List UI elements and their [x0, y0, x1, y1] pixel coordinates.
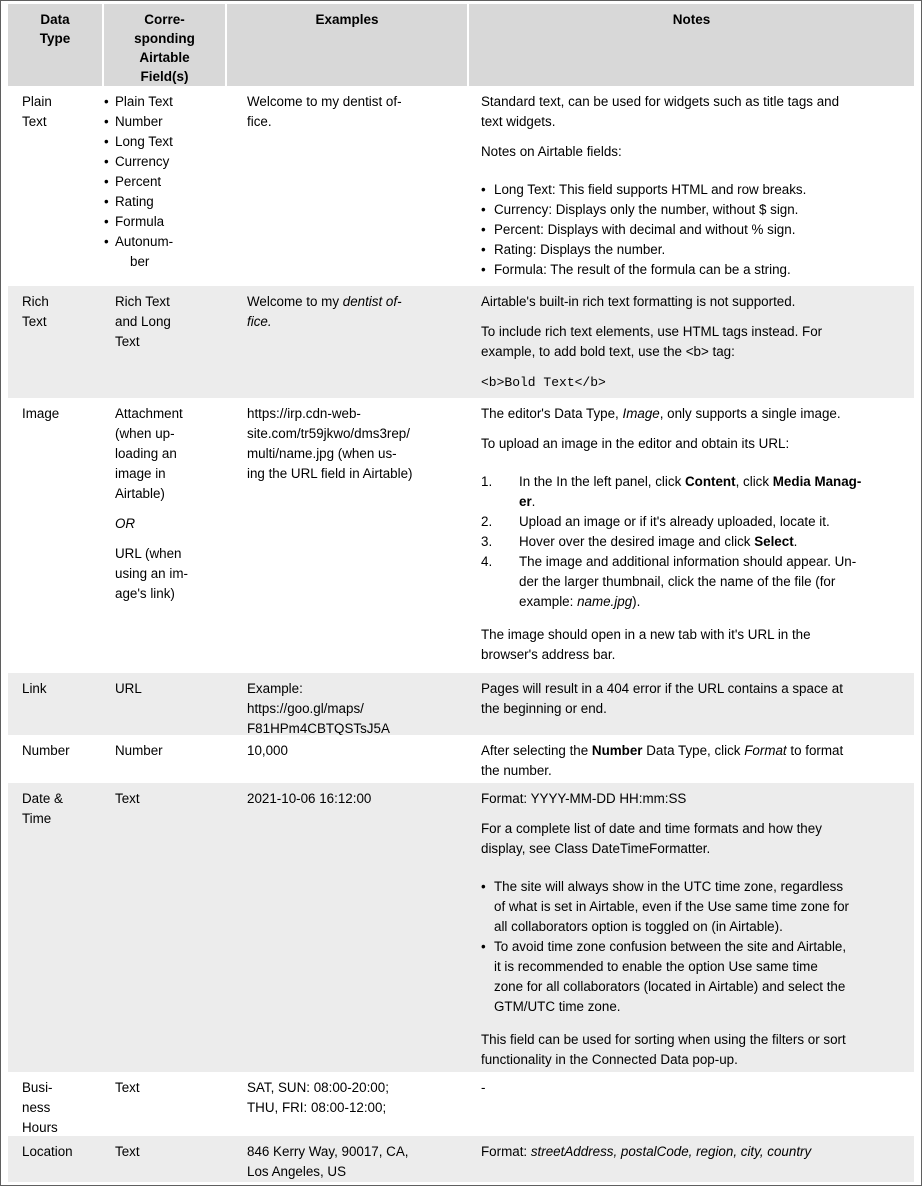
table-row-plain-text	[8, 86, 914, 286]
text-run: Link	[22, 681, 47, 696]
cell-date-time-data-type	[8, 783, 103, 1072]
list-item	[481, 200, 906, 220]
text-run: Example: https://goo.gl/maps/ F81HPm4CBTQSTsJ5A	[247, 681, 390, 735]
cell-plain-text-examples	[226, 86, 468, 286]
cell-location-data-type	[8, 1136, 103, 1182]
text-run: Text	[115, 1144, 140, 1159]
data-types-table	[8, 4, 914, 1182]
text-run: Airtable's built-in rich text formatting is not supported.	[481, 294, 796, 309]
text-run: Percent: Displays with decimal and without % sign.	[494, 222, 796, 237]
text-run: Plain Text	[22, 94, 52, 129]
cell-image-examples	[226, 398, 468, 673]
paragraph	[481, 789, 906, 809]
cell-content	[468, 735, 914, 783]
paragraph	[247, 1078, 462, 1118]
text-run: Hover over the desired image and click	[519, 534, 755, 549]
paragraph	[22, 1142, 99, 1162]
cell-image-airtable-fields	[103, 398, 226, 673]
text-run: Rating	[115, 194, 154, 209]
list-item	[115, 172, 223, 192]
cell-number-examples	[226, 735, 468, 783]
text-run: Content	[685, 474, 736, 489]
text-run: Formula: The result of the formula can be a string.	[494, 262, 791, 277]
paragraph	[481, 625, 906, 665]
paragraph	[22, 1078, 99, 1136]
paragraph	[115, 1078, 223, 1098]
bullet-list	[481, 180, 906, 280]
paragraph	[481, 1142, 906, 1162]
table-row-location	[8, 1136, 914, 1182]
cell-location-airtable-fields	[103, 1136, 226, 1182]
list-item	[481, 512, 906, 532]
cell-content	[226, 398, 468, 673]
cell-date-time-notes	[468, 783, 914, 1072]
text-run: Notes on Airtable fields:	[481, 144, 622, 159]
cell-content	[468, 1072, 914, 1136]
text-run: In the In the left panel, click	[519, 474, 685, 489]
list-item	[481, 472, 906, 512]
text-run: -	[481, 1080, 486, 1095]
text-run: Percent	[115, 174, 162, 189]
cell-content	[468, 398, 914, 673]
cell-number-airtable-fields	[103, 735, 226, 783]
cell-content	[8, 673, 103, 735]
paragraph	[247, 1142, 462, 1182]
bullet-list	[115, 92, 223, 272]
cell-rich-text-airtable-fields	[103, 286, 226, 398]
list-item	[115, 92, 223, 112]
paragraph	[22, 789, 99, 829]
column-header-label: Corre- sponding Airtable Field(s)	[134, 12, 195, 84]
cell-plain-text-data-type	[8, 86, 103, 286]
text-run: Media Manag- er	[519, 474, 862, 509]
cell-content	[103, 1072, 226, 1136]
text-run: Date & Time	[22, 791, 63, 826]
text-run: Pages will result in a 404 error if the URL contains a space at the beginning or end.	[481, 681, 843, 716]
cell-plain-text-airtable-fields	[103, 86, 226, 286]
paragraph	[115, 789, 223, 809]
text-run: streetAddress, postalCode, region, city, country	[530, 1144, 812, 1159]
paragraph	[481, 679, 906, 719]
text-run: Select	[754, 534, 794, 549]
table-body	[8, 86, 914, 1182]
text-run: ).	[632, 594, 641, 609]
paragraph	[115, 544, 223, 604]
text-run: Format: YYYY-MM-DD HH:mm:SS	[481, 791, 687, 806]
table-header-row	[8, 4, 914, 86]
cell-content	[8, 286, 103, 398]
paragraph	[481, 819, 906, 859]
list-item	[115, 212, 223, 232]
text-run: Rich Text	[22, 294, 49, 329]
paragraph	[247, 292, 462, 332]
text-run: Number	[22, 743, 70, 758]
paragraph	[115, 292, 223, 352]
column-header-airtable-fields	[103, 4, 226, 86]
column-header-label: Examples	[315, 12, 379, 27]
list-item	[481, 877, 906, 937]
cell-date-time-airtable-fields	[103, 783, 226, 1072]
text-run: Data Type, click	[642, 743, 745, 758]
text-run: Text	[115, 791, 140, 806]
text-run: The editor's Data Type,	[481, 406, 623, 421]
list-item	[481, 937, 906, 1017]
text-run: The image should open in a new tab with it's URL in the browser's address bar.	[481, 627, 811, 662]
text-run: To include rich text elements, use HTML tags instead. For example, to add bold text, use the <b> tag:	[481, 324, 823, 359]
list-item	[115, 132, 223, 152]
text-run: Rating: Displays the number.	[494, 242, 666, 257]
cell-content	[103, 673, 226, 735]
list-item	[481, 240, 906, 260]
text-run: Format:	[481, 1144, 531, 1159]
paragraph	[481, 1078, 906, 1098]
bullet-list	[481, 877, 906, 1017]
text-run: 10,000	[247, 743, 288, 758]
text-run: Long Text	[115, 134, 173, 149]
paragraph	[22, 404, 99, 424]
text-run: Rich Text and Long Text	[115, 294, 171, 349]
cell-content	[226, 286, 468, 398]
text-run: Currency	[115, 154, 170, 169]
table-header	[8, 4, 914, 86]
table-row-link	[8, 673, 914, 735]
column-header-examples	[226, 4, 468, 86]
paragraph	[481, 434, 906, 454]
cell-content	[103, 735, 226, 783]
cell-business-hours-data-type	[8, 1072, 103, 1136]
list-item	[481, 220, 906, 240]
text-run: To upload an image in the editor and obtain its URL:	[481, 436, 790, 451]
cell-rich-text-data-type	[8, 286, 103, 398]
text-run: URL (when using an im- age's link)	[115, 546, 188, 601]
cell-content	[103, 1136, 226, 1182]
paragraph	[481, 292, 906, 312]
cell-content	[468, 673, 914, 735]
cell-content	[103, 286, 226, 398]
cell-number-data-type	[8, 735, 103, 783]
text-run: After selecting the	[481, 743, 592, 758]
cell-business-hours-examples	[226, 1072, 468, 1136]
cell-content	[8, 735, 103, 783]
cell-content	[226, 735, 468, 783]
list-item	[115, 112, 223, 132]
text-run: Plain Text	[115, 94, 173, 109]
cell-location-notes	[468, 1136, 914, 1182]
text-run: Upload an image or if it's already uploaded, locate it.	[519, 514, 830, 529]
text-run: , only supports a single image.	[659, 406, 841, 421]
list-item	[481, 532, 906, 552]
cell-content	[468, 286, 914, 398]
code-block	[481, 372, 906, 393]
text-run: This field can be used for sorting when using the filters or sort functionality in the Connected Data pop-up.	[481, 1032, 846, 1067]
cell-image-data-type	[8, 398, 103, 673]
text-run: Autonum- ber	[115, 234, 174, 269]
cell-content	[8, 1072, 103, 1136]
cell-content	[468, 783, 914, 1072]
cell-date-time-examples	[226, 783, 468, 1072]
text-run: Attachment (when up- loading an image in Airtable)	[115, 406, 183, 501]
text-run: Location	[22, 1144, 73, 1159]
cell-plain-text-notes	[468, 86, 914, 286]
text-run: 2021-10-06 16:12:00	[247, 791, 372, 806]
paragraph	[481, 741, 906, 781]
cell-business-hours-airtable-fields	[103, 1072, 226, 1136]
cell-content	[468, 86, 914, 286]
table-row-date-time	[8, 783, 914, 1072]
cell-content	[103, 398, 226, 673]
paragraph	[247, 92, 462, 132]
text-run: name.jpg	[577, 594, 633, 609]
cell-link-examples	[226, 673, 468, 735]
table-row-rich-text	[8, 286, 914, 398]
cell-number-notes	[468, 735, 914, 783]
text-run: Welcome to my dentist of- fice.	[247, 94, 402, 129]
document-body	[1, 1, 921, 1182]
paragraph	[115, 1142, 223, 1162]
cell-content	[8, 1136, 103, 1182]
numbered-list	[481, 472, 906, 612]
paragraph	[22, 679, 99, 699]
text-run: , click	[735, 474, 773, 489]
cell-image-notes	[468, 398, 914, 673]
text-run: Number	[115, 114, 163, 129]
paragraph	[115, 514, 223, 534]
text-run: dentist of- fice.	[247, 294, 402, 329]
text-run: Busi- ness Hours	[22, 1080, 58, 1135]
text-run: Formula	[115, 214, 165, 229]
paragraph	[247, 404, 462, 484]
cell-link-airtable-fields	[103, 673, 226, 735]
text-run: The site will always show in the UTC time zone, regardless of what is set in Airtable, even if the Use same time zone for all collaborators option is toggled on (in Airtable).	[494, 879, 850, 934]
list-item	[481, 180, 906, 200]
paragraph	[247, 679, 462, 735]
text-run: to format the number.	[481, 743, 844, 778]
cell-content	[103, 86, 226, 286]
text-run: For a complete list of date and time formats and how they display, see Class DateTimeFormatter.	[481, 821, 822, 856]
cell-content	[226, 1136, 468, 1182]
text-run: SAT, SUN: 08:00-20:00; THU, FRI: 08:00-12:00;	[247, 1080, 389, 1115]
list-item	[115, 152, 223, 172]
column-header-label: Notes	[672, 12, 711, 27]
text-run: Image	[22, 406, 60, 421]
text-run: Text	[115, 1080, 140, 1095]
cell-rich-text-examples	[226, 286, 468, 398]
text-run: Standard text, can be used for widgets such as title tags and text widgets.	[481, 94, 840, 129]
text-run: https://irp.cdn-web- site.com/tr59jkwo/dms3rep/ multi/name.jpg (when us- ing the URL field in Airtable)	[247, 406, 413, 481]
cell-link-notes	[468, 673, 914, 735]
paragraph	[115, 404, 223, 504]
list-item	[115, 232, 223, 272]
text-run: URL	[115, 681, 142, 696]
cell-rich-text-notes	[468, 286, 914, 398]
text-run: <b>Bold Text</b>	[481, 375, 606, 390]
text-run: .	[531, 494, 536, 509]
paragraph	[115, 741, 223, 761]
text-run: The image and additional information should appear. Un- der the larger thumbnail, click the name of the file (for example:	[519, 554, 857, 609]
text-run: Format	[744, 743, 787, 758]
table-row-number	[8, 735, 914, 783]
text-run: Number	[591, 743, 643, 758]
text-run: To avoid time zone confusion between the site and Airtable, it is recommended to enable the option Use same time zone for all collaborators (located in Airtable) and select the GTM/UTC time zone.	[494, 939, 847, 1014]
paragraph	[481, 322, 906, 362]
cell-content	[8, 86, 103, 286]
text-run: Currency: Displays only the number, without $ sign.	[494, 202, 799, 217]
paragraph	[481, 142, 906, 162]
table-row-image	[8, 398, 914, 673]
cell-content	[226, 673, 468, 735]
text-run: Number	[115, 743, 163, 758]
paragraph	[247, 789, 462, 809]
table-row-business-hours	[8, 1072, 914, 1136]
paragraph	[22, 741, 99, 761]
text-run: 846 Kerry Way, 90017, CA, Los Angeles, US	[247, 1144, 409, 1179]
cell-location-examples	[226, 1136, 468, 1182]
cell-content	[226, 86, 468, 286]
cell-link-data-type	[8, 673, 103, 735]
text-run: Welcome to my	[247, 294, 343, 309]
cell-content	[8, 783, 103, 1072]
list-item	[481, 552, 906, 612]
text-run: .	[793, 534, 798, 549]
cell-content	[226, 783, 468, 1072]
cell-business-hours-notes	[468, 1072, 914, 1136]
column-header-notes	[468, 4, 914, 86]
cell-content	[8, 398, 103, 673]
paragraph	[22, 292, 99, 332]
paragraph	[481, 1030, 906, 1070]
cell-content	[468, 1136, 914, 1182]
text-run: OR	[115, 516, 136, 531]
column-header-label: Data Type	[39, 12, 71, 46]
paragraph	[481, 404, 906, 424]
list-item	[481, 260, 906, 280]
cell-content	[226, 1072, 468, 1136]
paragraph	[22, 92, 99, 132]
paragraph	[247, 741, 462, 761]
paragraph	[115, 679, 223, 699]
list-item	[115, 192, 223, 212]
text-run: Image	[622, 406, 660, 421]
cell-content	[103, 783, 226, 1072]
paragraph	[481, 92, 906, 132]
text-run: Long Text: This field supports HTML and row breaks.	[494, 182, 807, 197]
column-header-data-type	[8, 4, 103, 86]
